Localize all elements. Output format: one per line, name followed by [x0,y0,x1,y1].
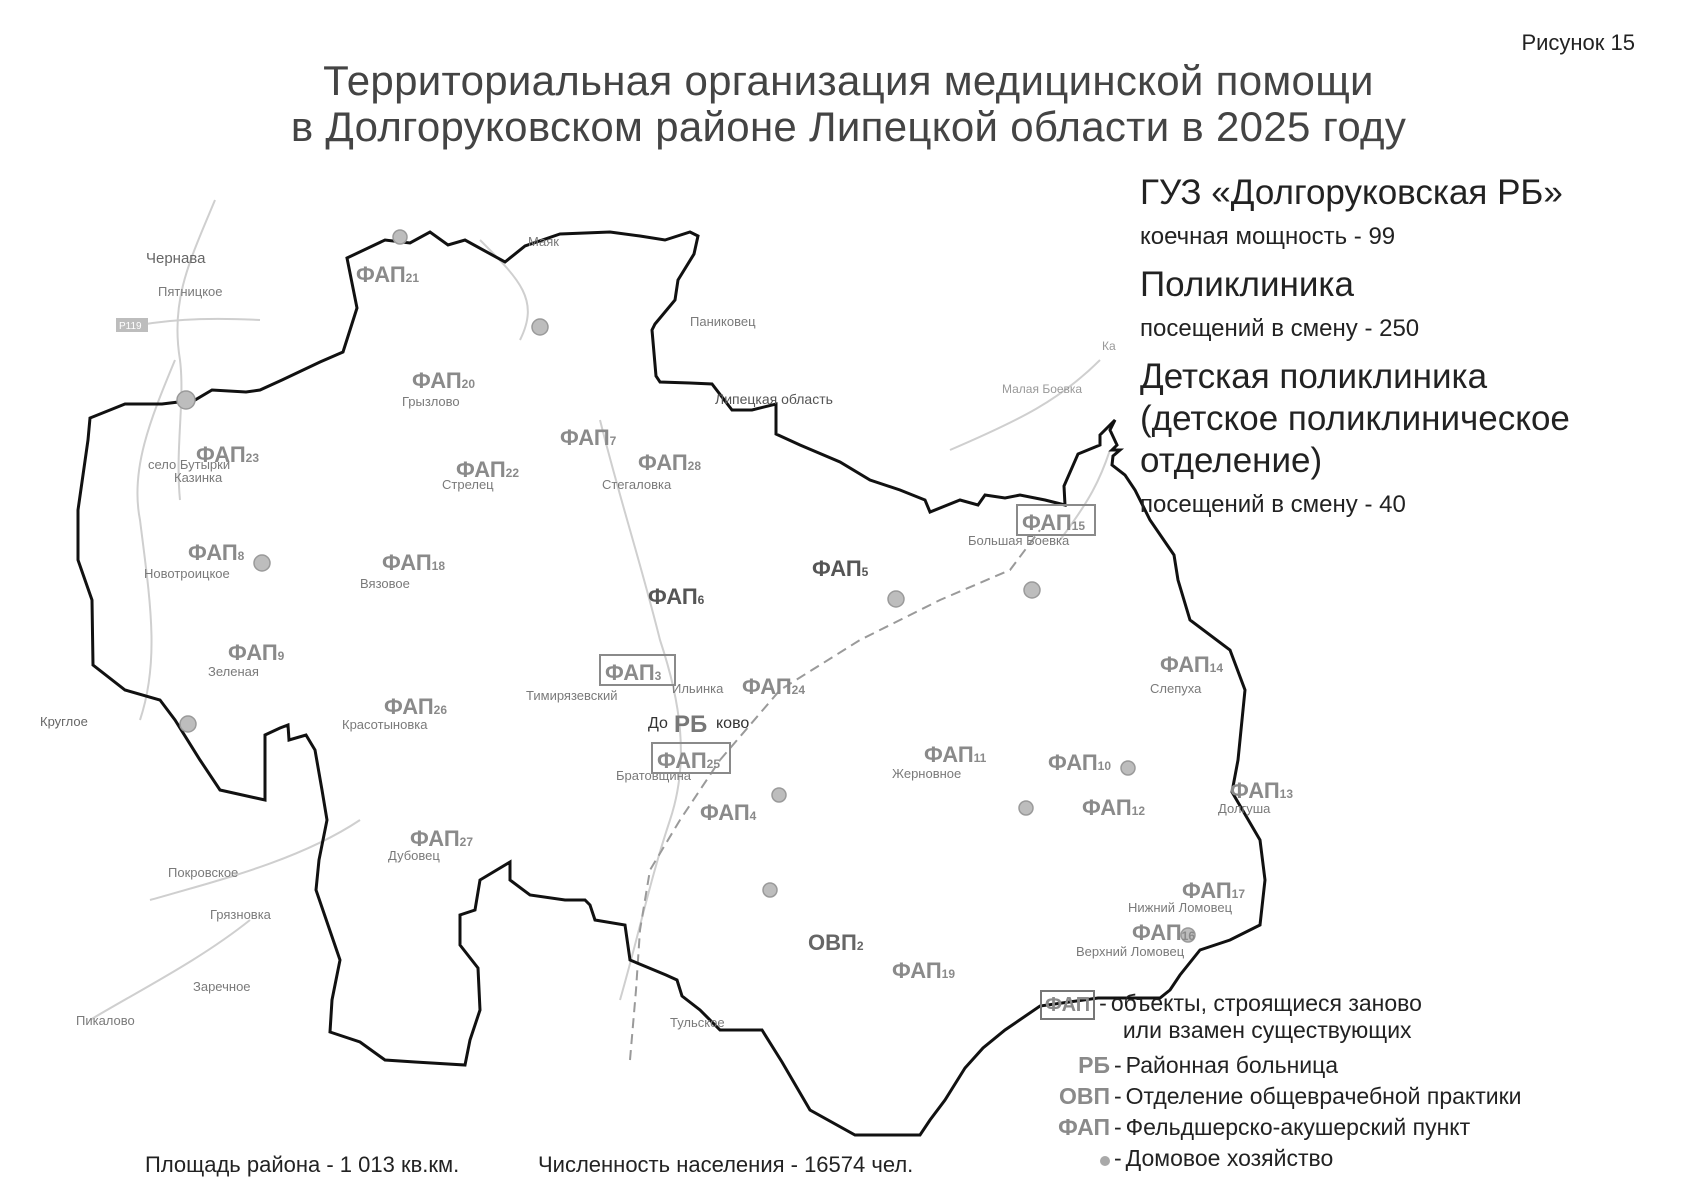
marker-fap-23: ФАП23 [196,442,259,467]
marker-fap-22: ФАП22 [456,457,519,482]
label-dolgusha: Долгуша [1218,801,1271,816]
label-mayak: Маяк [528,234,559,249]
label-novotroitskoe: Новотроицкое [144,566,230,581]
marker-fap-20: ФАП20 [412,368,475,393]
label-bratovshchina: Братовщина [616,768,692,783]
marker-fap-18: ФАП18 [382,550,445,575]
marker-fap-9: ФАП9 [228,640,285,665]
marker-fap-7: ФАП7 [560,425,617,450]
label-verkhniy-lomovets: Верхний Ломовец [1076,944,1185,959]
label-nizhniy-lomovets: Нижний Ломовец [1128,900,1233,915]
marker-fap-25: ФАП25 [657,748,720,773]
label-sletukha: Слепуха [1150,681,1202,696]
district-population: Численность населения - 16574 чел. [538,1152,914,1177]
railway-line [630,530,1040,1060]
label-bolshaya-boevka: Большая Боевка [968,533,1070,548]
child-polyclinic-name-3: отделение) [1140,441,1323,480]
label-timiryazevskiy: Тимирязевский [526,688,618,703]
legend-row-rb [1070,1052,1338,1079]
legend-symbol-ovp: ОВП [1058,1083,1110,1109]
hospital-name: ГУЗ «Долгоруковская РБ» [1140,173,1563,212]
legend-row-fap [1040,1114,1470,1141]
label-vyazovoe: Вязовое [360,576,410,591]
marker-ovp-2: ОВП2 [808,930,864,955]
legend-dash: - [1114,1083,1122,1109]
household-marker [772,788,786,802]
label-dolgorukovo-left: До [648,715,668,732]
marker-fap-4: ФАП4 [700,800,757,825]
marker-fap-8: ФАП8 [188,540,245,565]
label-lipetsk-region: Липецкая область [715,391,833,407]
legend-dash: - [1099,990,1107,1016]
label-pikalovo: Пикалово [76,1013,135,1028]
legend-dash: - [1114,1114,1122,1140]
legend-desc-new-fap-line1: объекты, строящиеся заново [1110,990,1422,1016]
marker-fap-11: ФАП11 [924,742,987,767]
legend-desc-household: Домовое хозяйство [1125,1145,1334,1171]
household-marker [532,319,548,335]
household-marker [888,591,904,607]
marker-fap-17: ФАП17 [1182,878,1245,903]
map-title-line2: в Долгоруковском районе Липецкой области в 2025 году [290,103,1407,150]
label-road-sign: Р119 [119,321,142,332]
background-roads [90,200,1110,1020]
marker-fap-19: ФАП19 [892,958,955,983]
label-malaya-boevka: Малая Боевка [1002,382,1083,396]
legend-desc-fap: Фельдшерско-акушерский пункт [1125,1114,1471,1140]
legend-desc-rb: Районная больница [1125,1052,1339,1078]
label-ilyinka: Ильинка [672,681,724,696]
polyclinic-name: Поликлиника [1140,265,1354,304]
household-marker [1019,801,1033,815]
marker-fap-28: ФАП28 [638,450,701,475]
label-krugloe: Круглое [40,714,88,729]
child-polyclinic-name-1: Детская поликлиника [1140,357,1488,396]
label-selo-butyrki: село Бутырки [148,457,231,472]
marker-fap-27: ФАП27 [410,826,473,851]
marker-rb: РБ [674,711,708,738]
legend-dash: - [1114,1052,1122,1078]
marker-fap-24: ФАП24 [742,674,805,699]
legend-symbol-fap: ФАП [1058,1114,1110,1140]
facility-markers [188,262,1293,983]
label-pyatnitskoe: Пятницкое [158,284,223,299]
marker-fap-10: ФАП10 [1048,750,1111,775]
label-panikovets: Паниковец [690,314,756,329]
marker-fap-12: ФАП12 [1082,795,1145,820]
child-polyclinic-visits: посещений в смену - 40 [1140,491,1406,518]
household-marker [254,555,270,571]
label-grizlovo: Грызлово [402,394,460,409]
legend-row-new-fap [1040,990,1422,1044]
household-marker [1024,582,1040,598]
legend-desc-ovp: Отделение общеврачебной практики [1125,1083,1522,1109]
label-dubovets: Дубовец [388,848,440,863]
marker-fap-5: ФАП5 [812,556,869,581]
legend-desc-new-fap-line2: или взамен существующих [1122,1017,1412,1043]
legend-dash: - [1114,1145,1122,1171]
legend-desc-new-fap [1111,990,1422,1044]
marker-fap-3: ФАП3 [605,660,662,685]
legend-row-household [1090,1145,1333,1172]
legend-symbol-rb: РБ [1078,1052,1110,1078]
marker-fap-13: ФАП13 [1230,778,1293,803]
marker-fap-15: ФАП15 [1022,510,1085,535]
label-ka: Ка [1102,339,1116,353]
hospital-beds: коечная мощность - 99 [1140,223,1396,250]
label-pokrovskoe: Покровское [168,865,239,880]
label-chernava: Чернава [146,250,206,267]
label-zhernovnoe: Жерновное [892,766,962,781]
household-marker [763,883,777,897]
figure-number: Рисунок 15 [1521,30,1635,55]
legend-symbol-new-fap: ФАП [1040,990,1095,1020]
map-title-line1: Территориальная организация медицинской помощи [323,57,1374,104]
marker-fap-21: ФАП21 [356,262,419,287]
household-marker [1121,761,1135,775]
polyclinic-visits: посещений в смену - 250 [1140,315,1420,342]
label-dolgorukovo-right: ково [716,715,750,732]
household-dot-icon [1100,1156,1110,1166]
label-stegalovka: Стегаловка [602,477,672,492]
label-kazinka: Казинка [174,470,223,485]
hospital-info [1140,172,1680,532]
label-zarechnoe: Заречное [193,979,251,994]
label-krasotynovka: Красотыновка [342,717,428,732]
label-gryaznovka: Грязновка [210,907,271,922]
marker-fap-6: ФАП6 [648,584,705,609]
marker-fap-14: ФАП14 [1160,652,1223,677]
household-marker [393,230,407,244]
legend-row-ovp [1040,1083,1522,1110]
household-marker [177,391,195,409]
marker-fap-26: ФАП26 [384,694,447,719]
label-zelenaya: Зеленая [208,664,259,679]
marker-fap-16: ФАП16 [1132,920,1195,945]
district-area: Площадь района - 1 013 кв.км. [145,1152,460,1177]
household-marker [180,716,196,732]
child-polyclinic-name-2: (детское поликлиническое [1140,399,1570,438]
legend-symbol-household [1090,1145,1110,1172]
map-place-labels [40,234,1271,1030]
label-tulskoe: Тульское [670,1015,725,1030]
label-strelets: Стрелец [442,477,494,492]
